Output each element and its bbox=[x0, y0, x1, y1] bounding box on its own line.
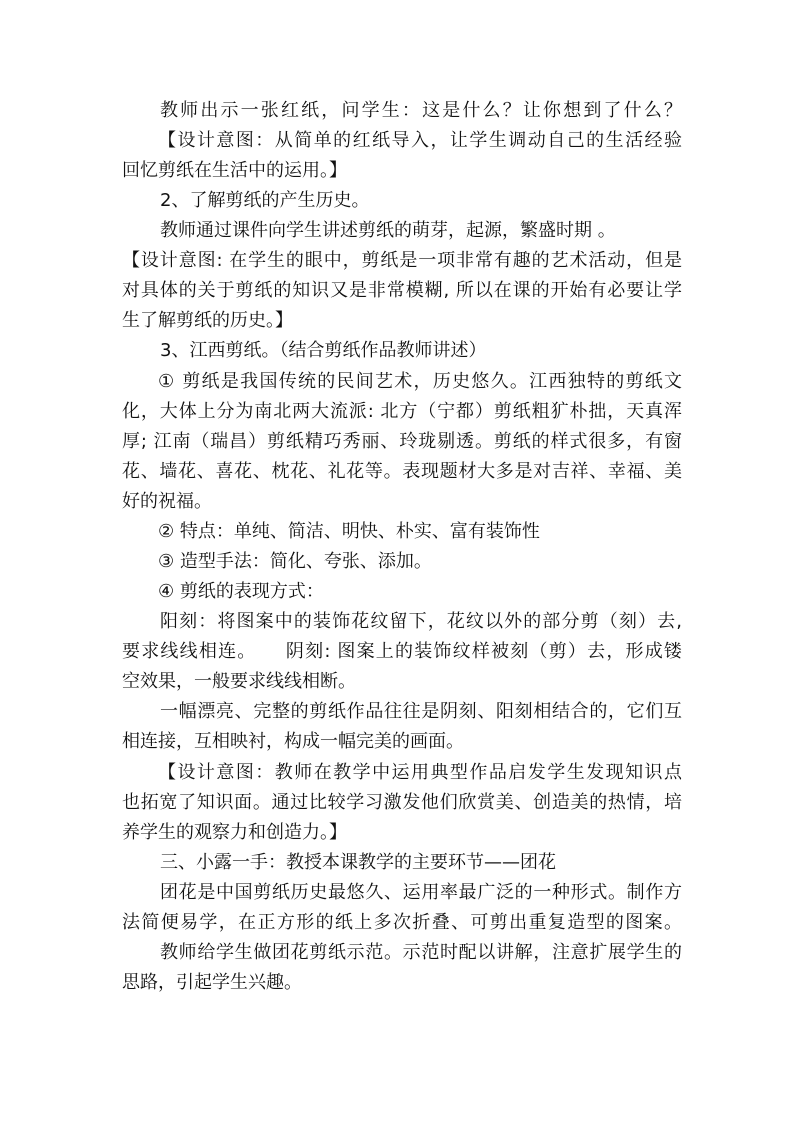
text-line: 一幅漂亮、完整的剪纸作品往往是阴刻、阳刻相结合的，它们互 bbox=[160, 701, 682, 722]
text-line: 思路，引起学生兴趣。 bbox=[122, 972, 302, 993]
text-line: 教师给学生做团花剪纸示范。示范时配以讲解，注意扩展学生的 bbox=[160, 942, 682, 963]
text-line: 要求线线相连。 阴刻: 图案上的装饰纹样被刻（剪）去，形成镂 bbox=[122, 641, 682, 662]
text-line: 团花是中国剪纸历史最悠久、运用率最广泛的一种形式。制作方 bbox=[160, 882, 682, 903]
text-line: ④ 剪纸的表现方式： bbox=[158, 581, 324, 602]
text-line: 教师出示一张红纸，问学生：这是什么？让你想到了什么？ bbox=[160, 100, 682, 121]
section-heading: 三、小露一手：教授本课教学的主要环节——团花 bbox=[160, 852, 556, 873]
text-line: 空效果，一般要求线线相断。 bbox=[122, 671, 356, 692]
text-line: 教师通过课件向学生讲述剪纸的萌芽，起源，繁盛时期 。 bbox=[160, 220, 616, 241]
text-line: 相连接，互相映衬，构成一幅完美的画面。 bbox=[122, 731, 464, 752]
section-heading: 2、了解剪纸的产生历史。 bbox=[160, 190, 370, 211]
text-line: 好的祝福。 bbox=[122, 491, 212, 512]
text-line: 【设计意图：教师在教学中运用典型作品启发学生发现知识点 bbox=[158, 762, 682, 783]
text-line: 厚; 江南（瑞昌）剪纸精巧秀丽、玲珑剔透。剪纸的样式很多，有窗 bbox=[122, 431, 682, 452]
section-heading: 3、江西剪纸。（结合剪纸作品教师讲述） bbox=[160, 340, 487, 361]
text-line: 生了解剪纸的历史。】 bbox=[122, 310, 293, 331]
text-line: 养学生的观察力和创造力。】 bbox=[122, 822, 347, 843]
text-line: 化，大体上分为南北两大流派: 北方（宁都）剪纸粗犷朴拙，天真浑 bbox=[122, 401, 682, 422]
text-line: 【设计意图：从简单的红纸导入，让学生调动自己的生活经验 bbox=[158, 130, 682, 151]
text-line: ② 特点：单纯、简洁、明快、朴实、富有装饰性 bbox=[158, 521, 540, 542]
text-line: 也拓宽了知识面。通过比较学习激发他们欣赏美、创造美的热情，培 bbox=[122, 792, 682, 813]
text-line: 法简便易学，在正方形的纸上多次折叠、可剪出重复造型的图案。 bbox=[122, 912, 682, 933]
text-line: ③ 造型手法：简化、夸张、添加。 bbox=[158, 551, 432, 572]
text-line: 花、墙花、喜花、枕花、礼花等。表现题材大多是对吉祥、幸福、美 bbox=[122, 461, 682, 482]
text-line: ① 剪纸是我国传统的民间艺术，历史悠久。江西独特的剪纸文 bbox=[158, 371, 682, 392]
text-line: 【设计意图: 在学生的眼中，剪纸是一项非常有趣的艺术活动，但是 bbox=[122, 250, 682, 271]
text-line: 回忆剪纸在生活中的运用。】 bbox=[122, 160, 347, 181]
text-line: 对具体的关于剪纸的知识又是非常模糊, 所以在课的开始有必要让学 bbox=[122, 280, 682, 301]
text-line: 阳刻：将图案中的装饰花纹留下，花纹以外的部分剪（刻）去, bbox=[160, 611, 682, 632]
